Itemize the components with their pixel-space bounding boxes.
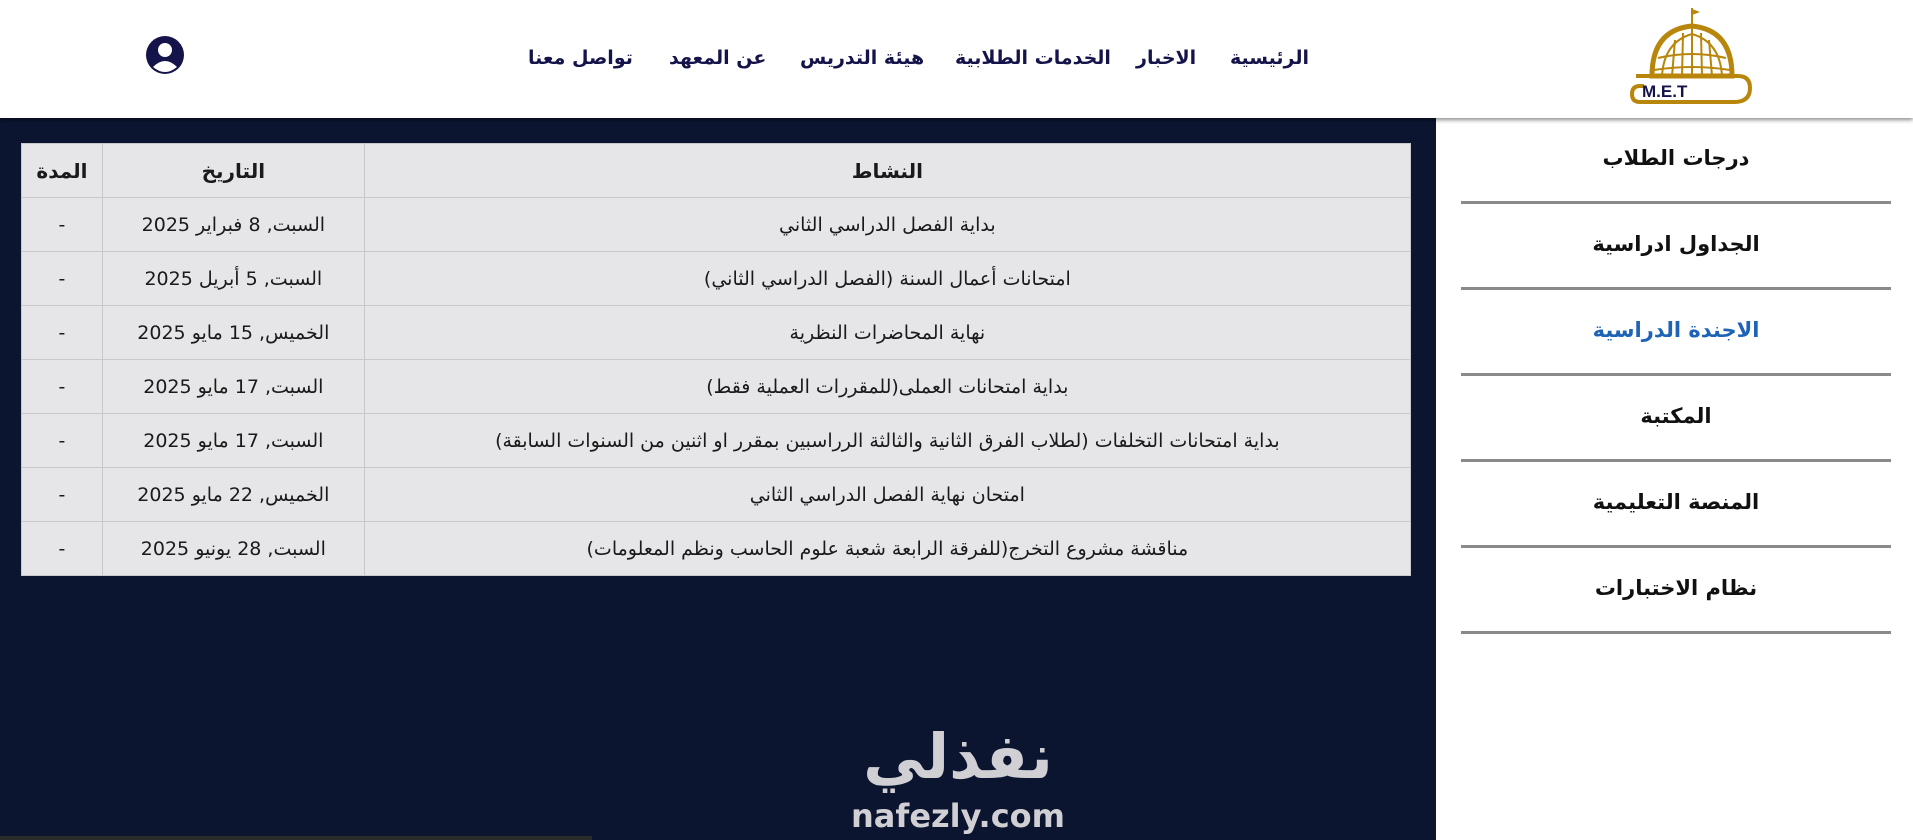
nav-about[interactable]: عن المعهد bbox=[669, 47, 767, 69]
svg-text:M.E.T: M.E.T bbox=[1642, 82, 1688, 101]
cell-date: السبت, 28 يونيو 2025 bbox=[102, 522, 364, 576]
site-header bbox=[0, 0, 1913, 118]
cell-date: السبت, 8 فبراير 2025 bbox=[102, 198, 364, 252]
cell-date: السبت, 17 مايو 2025 bbox=[102, 414, 364, 468]
table-row bbox=[22, 360, 1411, 414]
sidebar-item-student-grades[interactable]: درجات الطلاب bbox=[1461, 118, 1891, 204]
sidebar-item-learning-platform[interactable]: المنصة التعليمية bbox=[1461, 462, 1891, 548]
table-row bbox=[22, 522, 1411, 576]
cell-date: السبت, 17 مايو 2025 bbox=[102, 360, 364, 414]
user-account-icon[interactable] bbox=[145, 35, 185, 75]
table-row bbox=[22, 198, 1411, 252]
cell-duration: - bbox=[22, 306, 103, 360]
cell-activity: امتحانات أعمال السنة (الفصل الدراسي الثاني) bbox=[364, 252, 1410, 306]
cell-date: الخميس, 15 مايو 2025 bbox=[102, 306, 364, 360]
cell-date: الخميس, 22 مايو 2025 bbox=[102, 468, 364, 522]
academic-agenda-table bbox=[21, 143, 1411, 576]
header-activity: النشاط bbox=[364, 144, 1410, 198]
nav-contact[interactable]: تواصل معنا bbox=[528, 47, 633, 69]
cell-activity: بداية امتحانات العملى(للمقررات العملية فقط) bbox=[364, 360, 1410, 414]
header-date: التاريخ bbox=[102, 144, 364, 198]
table-row bbox=[22, 306, 1411, 360]
nav-news[interactable]: الاخبار bbox=[1136, 47, 1197, 69]
cell-date: السبت, 5 أبريل 2025 bbox=[102, 252, 364, 306]
cell-activity: مناقشة مشروع التخرج(للفرقة الرابعة شعبة علوم الحاسب ونظم المعلومات) bbox=[364, 522, 1410, 576]
table-row bbox=[22, 252, 1411, 306]
cell-activity: امتحان نهاية الفصل الدراسي الثاني bbox=[364, 468, 1410, 522]
nav-home[interactable]: الرئيسية bbox=[1230, 47, 1309, 69]
sidebar-item-schedules[interactable]: الجداول ادراسية bbox=[1461, 204, 1891, 290]
header-duration: المدة bbox=[22, 144, 103, 198]
table-header-row bbox=[22, 144, 1411, 198]
sidebar-item-library[interactable]: المكتبة bbox=[1461, 376, 1891, 462]
watermark-latin-text: nafezly.com bbox=[851, 797, 1065, 835]
bottom-edge-strip bbox=[0, 836, 592, 840]
nav-faculty[interactable]: هيئة التدريس bbox=[800, 47, 925, 69]
cell-duration: - bbox=[22, 522, 103, 576]
sidebar-item-exam-system[interactable]: نظام الاختبارات bbox=[1461, 548, 1891, 634]
cell-duration: - bbox=[22, 414, 103, 468]
cell-activity: بداية امتحانات التخلفات (لطلاب الفرق الثانية والثالثة الرراسبين بمقرر او اثنين من السنوات السابقة) bbox=[364, 414, 1410, 468]
table-row bbox=[22, 414, 1411, 468]
cell-activity: بداية الفصل الدراسي الثاني bbox=[364, 198, 1410, 252]
table-row bbox=[22, 468, 1411, 522]
cell-duration: - bbox=[22, 198, 103, 252]
cell-activity: نهاية المحاضرات النظرية bbox=[364, 306, 1410, 360]
cell-duration: - bbox=[22, 252, 103, 306]
cell-duration: - bbox=[22, 360, 103, 414]
nafezly-watermark bbox=[848, 718, 1068, 836]
watermark-arabic-text: نفذلي bbox=[863, 720, 1053, 793]
agenda-main-area bbox=[0, 118, 1436, 840]
sidebar-item-academic-agenda[interactable]: الاجندة الدراسية bbox=[1461, 290, 1891, 376]
cell-duration: - bbox=[22, 468, 103, 522]
nav-student-services[interactable]: الخدمات الطلابية bbox=[955, 47, 1111, 69]
main-nav bbox=[0, 44, 1913, 72]
